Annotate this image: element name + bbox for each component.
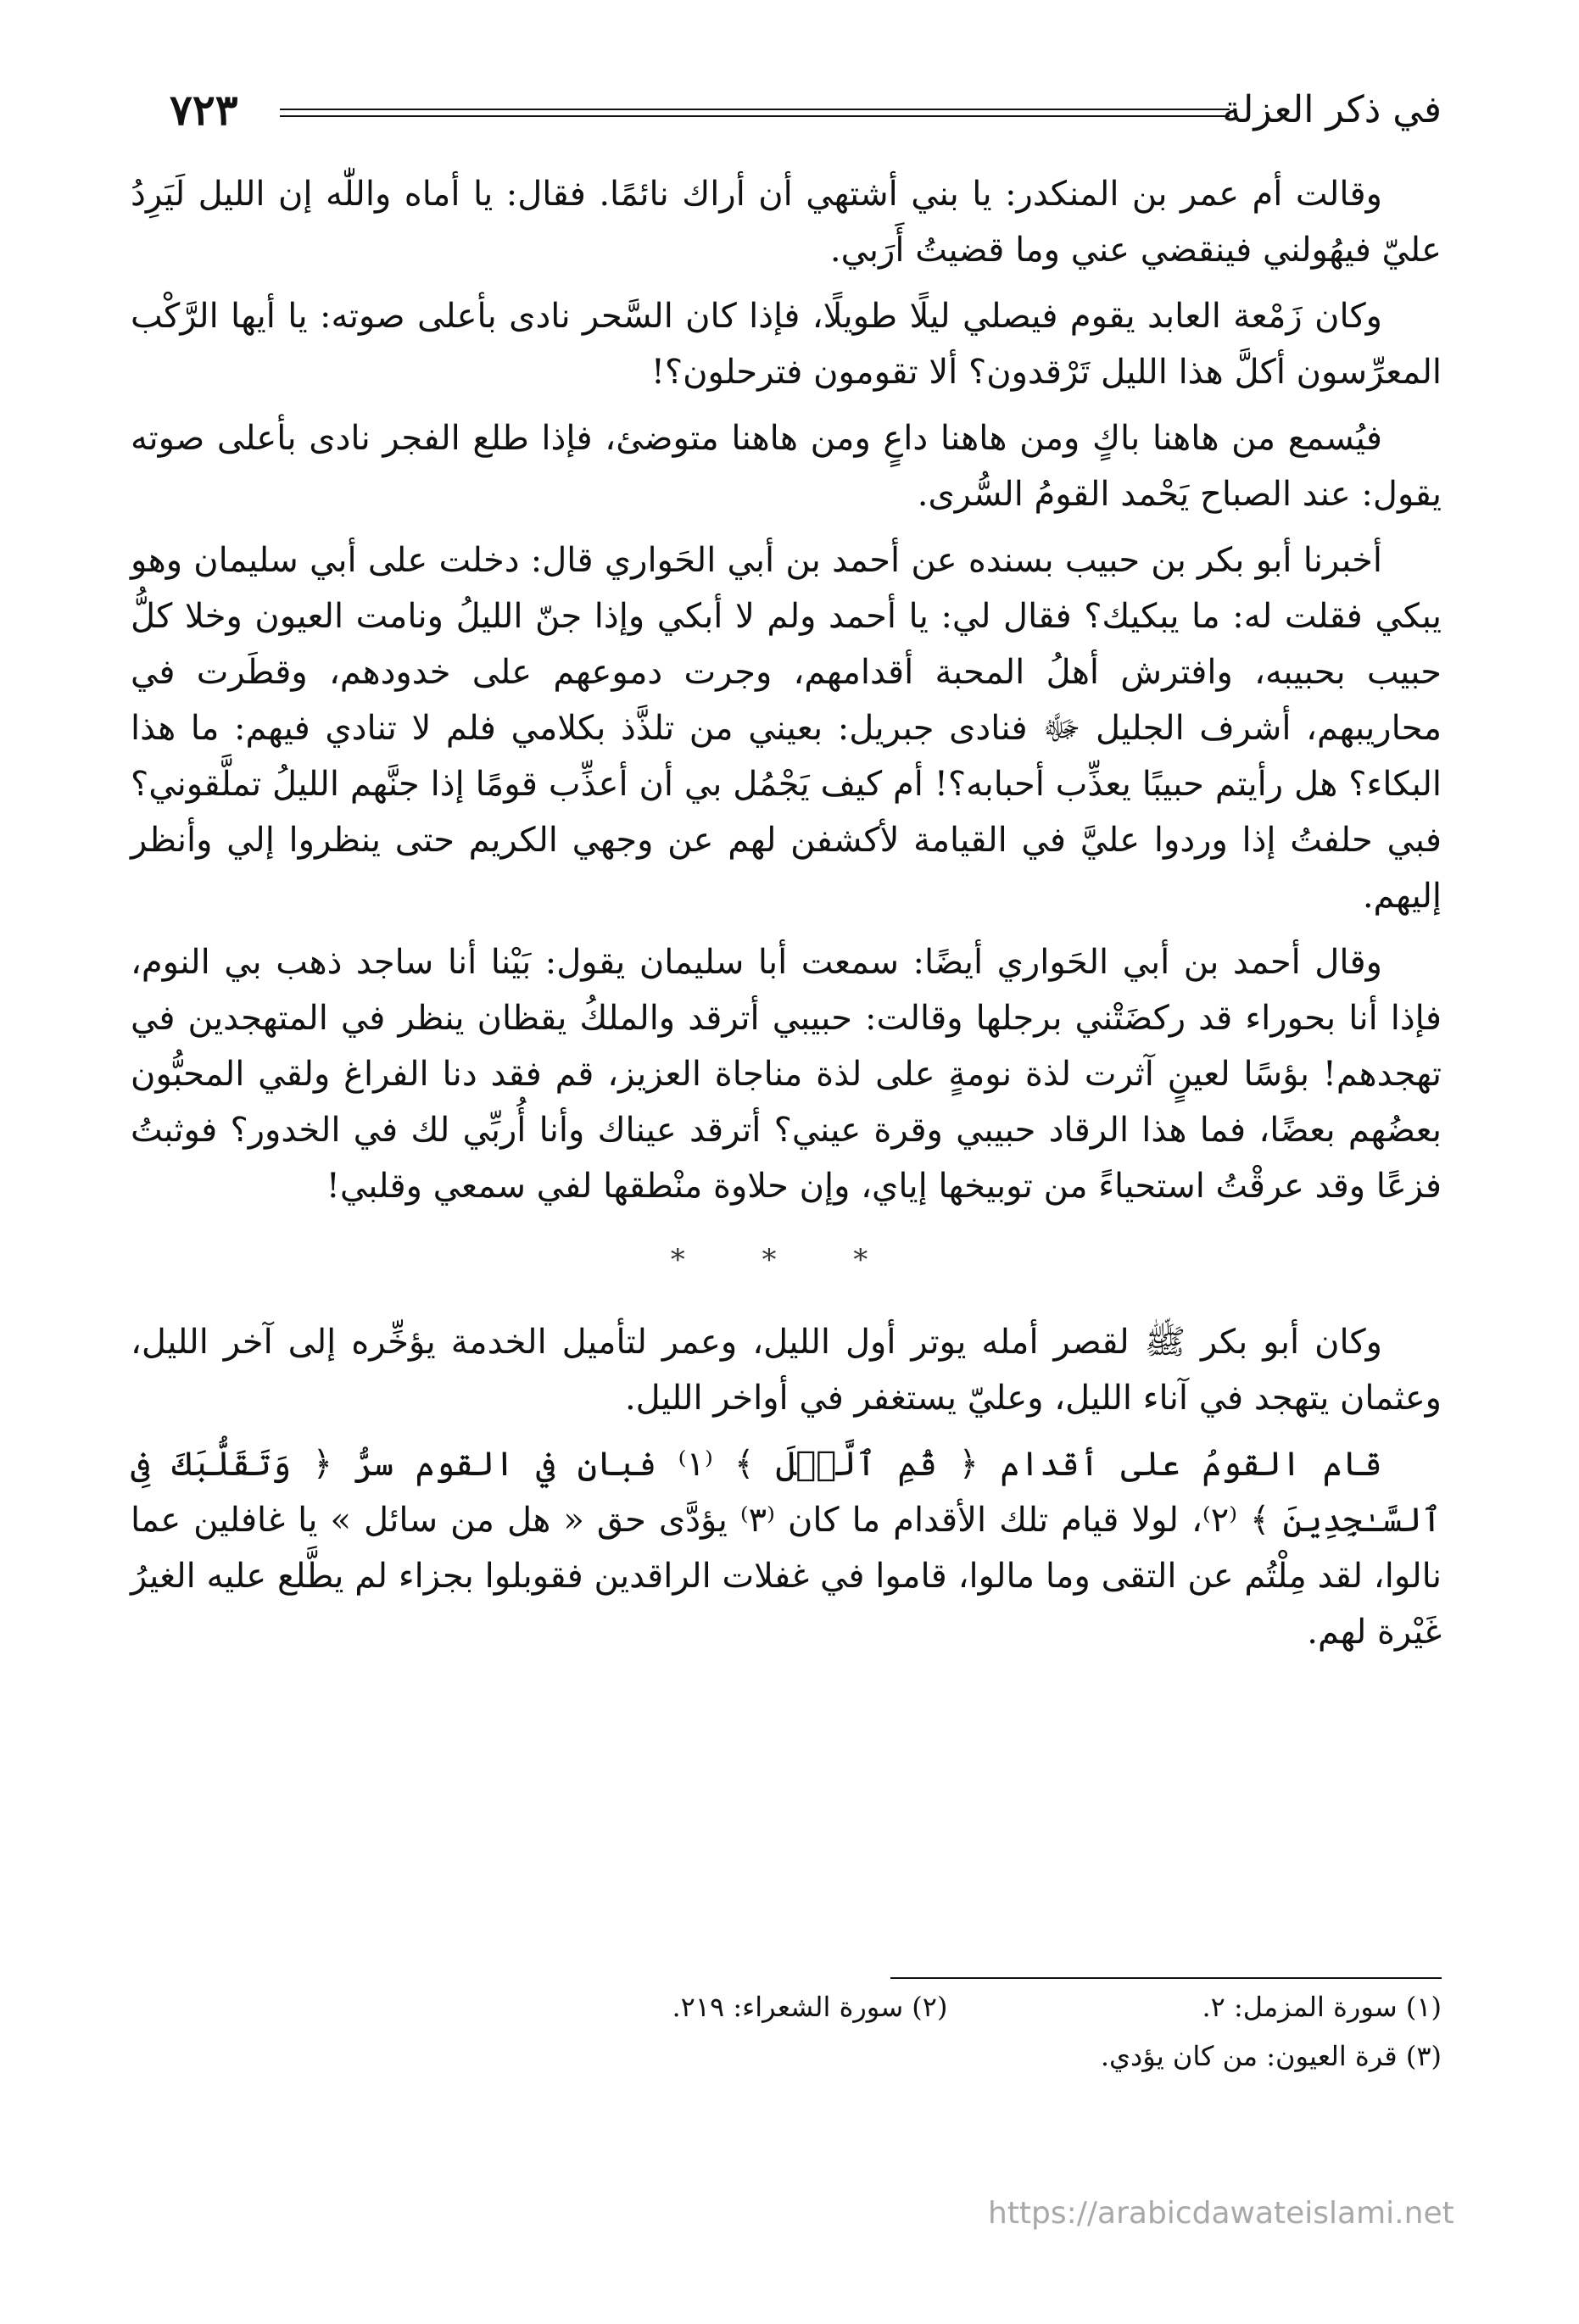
section-separator: * * * xyxy=(670,1243,902,1277)
paragraph: وكان زَمْعة العابد يقوم فيصلي ليلًا طويلًا، فإذا كان السَّحر نادى بأعلى صوته: يا أيها الرَّكْب المعرِّسون أكلَّ هذا الليل تَرْقدون؟ ألا تقومون فترحلون؟! xyxy=(131,297,1442,392)
paragraph: وكان أبو بكر ﷺ لقصر أمله يوتر أول الليل، وعمر لتأميل الخدمة يؤخِّره إلى آخر الليل، وعثمان يتهجد في آناء الليل، وعليّ يستغفر في أواخر الليل. xyxy=(131,1323,1442,1418)
paragraph: وقالت أم عمر بن المنكدر: يا بني أشتهي أن أراك نائمًا. فقال: يا أماه واللّٰه إن الليل لَيَرِدُ عليّ فيهُولني فينقضي عني وما قضيتُ أَرَبي. xyxy=(131,175,1442,270)
header-rule-bottom xyxy=(280,115,1230,117)
footnote-2: (٢) سورة الشعراء: ٢١٩. xyxy=(672,1991,948,2023)
footnotes xyxy=(131,1977,1442,2077)
paragraph: وقال أحمد بن أبي الحَواري أيضًا: سمعت أبا سليمان يقول: بَيْنا أنا ساجد ذهب بي النوم، فإذا أنا بحوراء قد ركضَتْني برجلها وقالت: حبيبي أترقد والملكُ يقظان ينظر في المتهجدين في تهجدهم! بؤسًا لعينٍ آثرت لذة نومةٍ على لذة مناجاة العزيز، قم فقد دنا الفراغ ولقي المحبُّون بعضُهم بعضًا، فما هذا الرقاد حبيبي وقرة عيني؟ أترقد عيناك وأنا أُربِّي لك في الخدور؟ فوثبتُ فزعًا وقد عرقْتُ استحياءً من توبيخها إياي، وإن حلاوة منْطقها لفي سمعي وقلبي! xyxy=(131,943,1442,1206)
footnote-row xyxy=(131,1986,1442,2028)
footnote-row xyxy=(131,2035,1442,2077)
page-number: ٧٢٣ xyxy=(170,85,238,135)
paragraph: أخبرنا أبو بكر بن حبيب بسنده عن أحمد بن أبي الحَواري قال: دخلت على أبي سليمان وهو يبكي فقلت له: ما يبكيك؟ فقال لي: يا أحمد ولم لا أبكي وإذا جنّ الليلُ ونامت العيون وخلا كلُّ حبيب بحبيبه، وافترش أهلُ المحبة أقدامهم، وجرت دموعهم على خدودهم، وقطَرت في محاريبهم، أشرف الجليل ﷻ فنادى جبريل: بعيني من تلذَّذ بكلامي فلم لا تنادي فيهم: ما هذا البكاء؟ هل رأيتم حبيبًا يعذِّب أحبابه؟! أم كيف يَجْمُل بي أن أعذِّب قومًا إذا جنَّهم الليلُ تملَّقوني؟ فبي حلفتُ إذا وردوا عليَّ في القيامة لأكشفن لهم عن وجهي الكريم حتى ينظروا إلي وأنظر إليهم. xyxy=(131,541,1442,916)
paragraph: فيُسمع من هاهنا باكٍ ومن هاهنا داعٍ ومن هاهنا متوضئ، فإذا طلع الفجر نادى بأعلى صوته يقول: عند الصباح يَحْمد القومُ السُّرى. xyxy=(131,419,1442,514)
running-header xyxy=(170,85,1442,153)
footnote-1: (١) سورة المزمل: ٢. xyxy=(1202,1991,1442,2023)
paragraph: قام القومُ على أقدام ﴿ قُمِ ٱلَّيۡلَ ﴾ ⁽١⁾ فبان في القوم سرُّ ﴿ وَتَقَلُّبَكَ فِى ٱلسَّـٰجِدِينَ ﴾ ⁽٢⁾، لولا قيام تلك الأقدام ما كان ⁽٣⁾ يؤدَّى حق « هل من سائل » يا غافلين عما نالوا، لقد مِلْتُم عن التقى وما مالوا، قاموا في غفلات الراقدين فقوبلوا بجزاء لم يطَّلع عليه الغيرُ غَيْرة لهم. xyxy=(131,1445,1442,1652)
footnote-rule xyxy=(890,1977,1442,1979)
section-title: في ذكر العزلة xyxy=(1222,88,1442,131)
body-text xyxy=(131,166,1442,1660)
footnote-3: (٣) قرة العيون: من كان يؤدي. xyxy=(1100,2040,1442,2072)
watermark-url: https://arabicdawateislami.net xyxy=(988,2196,1454,2231)
header-rule-top xyxy=(280,109,1230,110)
